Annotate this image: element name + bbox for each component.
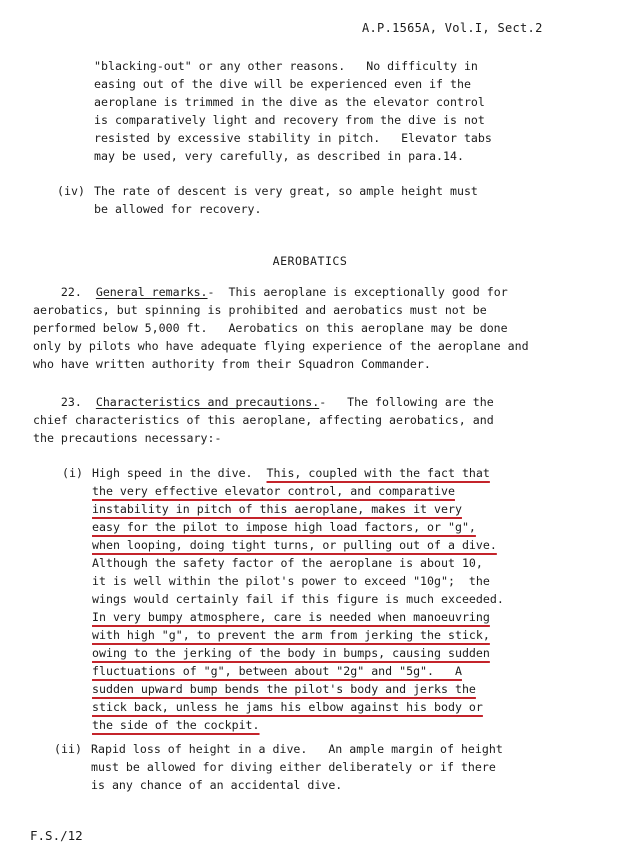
footer-code: F.S./12 [30,828,83,843]
text-line [92,680,504,698]
red-underlined-text: with high "g", to prevent the arm from jerking the stick, [92,628,490,642]
text-line [92,500,504,518]
red-underlined-text: the very effective elevator control, and comparative [92,484,455,498]
text-fragment: - This aeroplane is exceptionally good for [207,285,508,299]
item-ii-text [91,740,503,794]
text-line [92,662,504,680]
red-underlined-text: In very bumpy atmosphere, care is needed when manoeuvring [92,610,490,624]
text-line [92,644,504,662]
red-underlined-text: easy for the pilot to impose high load factors, or "g", [92,520,476,534]
text-line: the precautions necessary:- [33,431,222,445]
text-line [92,608,504,626]
red-underlined-text: sudden upward bump bends the pilot's body and jerks the [92,682,476,696]
text-line: must be allowed for diving either deliberately or if there [91,760,496,774]
paragraph-continuation [94,57,492,165]
text-line: be allowed for recovery. [94,202,262,216]
red-underlined-text: stick back, unless he jams his elbow against his body or [92,700,483,714]
item-i-marker: (i) [62,466,83,480]
paragraph-22-first-line [33,283,529,301]
text-line [92,482,504,500]
paragraph-heading: General remarks. [95,285,208,299]
text-line [92,536,504,554]
red-underlined-text: instability in pitch of this aeroplane, makes it very [92,502,462,516]
text-line [92,626,504,644]
paragraph-number: 23. [60,395,82,409]
paragraph-number: 22. [60,285,82,299]
text-line: easing out of the dive will be experienced even if the [94,77,471,91]
text-line: it is well within the pilot's power to exceed "10g"; the [92,574,490,588]
text-line [92,464,504,482]
text-line: only by pilots who have adequate flying experience of the aeroplane and [33,339,529,353]
paragraph-23-first-line [33,393,494,411]
text-line [92,518,504,536]
text-line: The rate of descent is very great, so ample height must [94,184,478,198]
section-title: AEROBATICS [272,254,348,268]
red-underlined-text: the side of the cockpit. [92,718,260,732]
text-line: who have written authority from their Squadron Commander. [33,357,431,371]
item-iv-marker: (iv) [57,184,85,198]
red-underlined-text: This, coupled with the fact that [266,466,490,480]
red-underlined-text: when looping, doing tight turns, or pulling out of a dive. [92,538,497,552]
text-line: is any chance of an accidental dive. [91,778,343,792]
text-line: resisted by excessive stability in pitch. Elevator tabs [94,131,492,145]
text-line: Although the safety factor of the aeroplane is about 10, [92,556,483,570]
item-ii-marker: (ii) [54,742,82,756]
red-underlined-text: fluctuations of "g", between about "2g" and "5g". A [92,664,462,678]
text-fragment: High speed in the dive. [92,466,267,480]
red-underlined-text: owing to the jerking of the body in bumps, causing sudden [92,646,490,660]
paragraph-heading: Characteristics and precautions. [95,395,320,409]
text-line: "blacking-out" or any other reasons. No difficulty in [94,59,478,73]
text-line: wings would certainly fail if this figure is much exceeded. [92,592,504,606]
item-i-text [92,464,504,734]
text-line: chief characteristics of this aeroplane, affecting aerobatics, and [33,413,494,427]
text-line: may be used, very carefully, as described in para.14. [94,149,464,163]
item-iv-text [94,182,478,218]
text-line: Rapid loss of height in a dive. An ample margin of height [91,742,503,756]
text-line: aerobatics, but spinning is prohibited and aerobatics must not be [33,303,487,317]
paragraph-23 [33,393,494,447]
text-line [92,698,504,716]
text-line: performed below 5,000 ft. Aerobatics on this aeroplane may be done [33,321,508,335]
document-reference: A.P.1565A, Vol.I, Sect.2 [362,21,543,35]
text-fragment: - The following are the [319,395,494,409]
text-line: aeroplane is trimmed in the dive as the elevator control [94,95,485,109]
text-line: is comparatively light and recovery from the dive is not [94,113,485,127]
paragraph-22 [33,283,529,373]
text-line [92,716,504,734]
